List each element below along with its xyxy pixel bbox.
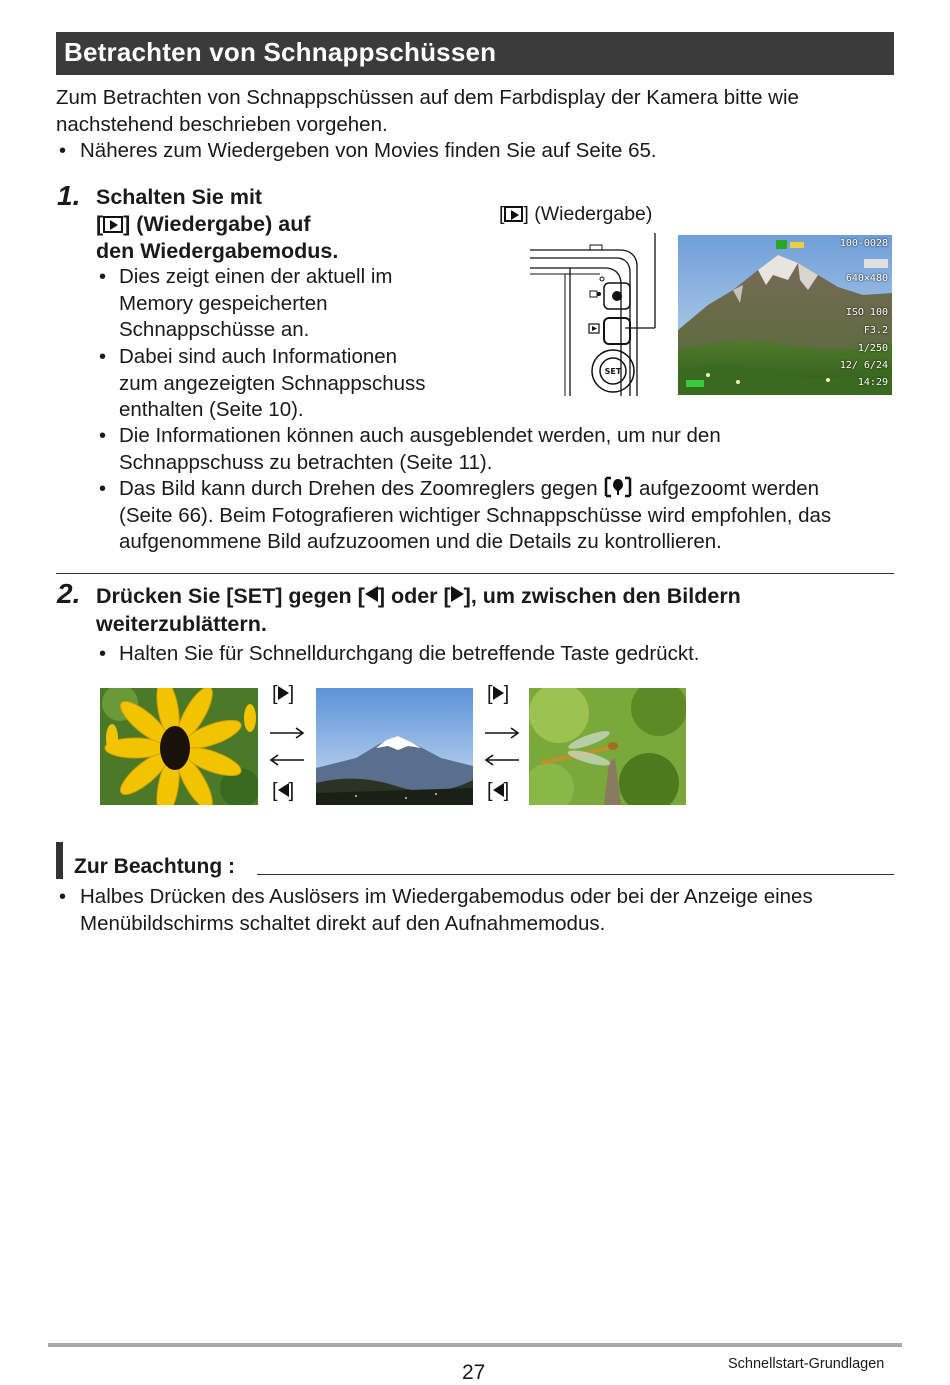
bullet-marker: • bbox=[99, 478, 107, 500]
next-button-label-1: [ ] bbox=[272, 683, 295, 705]
step-1-heading-line-3: den Wiedergabemodus. bbox=[96, 239, 339, 263]
next-button-label-2: [ ] bbox=[487, 683, 510, 705]
bullet-marker: • bbox=[59, 140, 67, 162]
zoom-tele-icon bbox=[603, 476, 633, 498]
figure-label-playback: [ ] (Wiedergabe) bbox=[499, 203, 653, 225]
step-2-heading-line-2: weiterzublättern. bbox=[96, 612, 267, 636]
arrow-left-icon bbox=[268, 750, 306, 770]
arrow-right-icon bbox=[268, 723, 306, 743]
step-1-bullet-4-line-2: (Seite 66). Beim Fotografieren wichtiger Schnappschüsse wird empfohlen, das bbox=[119, 504, 832, 527]
dragonfly-photo bbox=[529, 688, 686, 805]
step-1-bullet-4-line-3: aufgenommene Bild aufzuzoomen und die Details zu kontrollieren. bbox=[119, 530, 722, 553]
osd-iso: ISO 100 bbox=[845, 307, 888, 318]
step-1-bullet-1-line-1: Dies zeigt einen der aktuell im bbox=[119, 265, 393, 288]
camera-back-illustration bbox=[525, 228, 665, 398]
right-arrow-icon bbox=[278, 686, 289, 700]
step-1-bullet-3-line-2: Schnappschuss zu betrachten (Seite 11). bbox=[119, 451, 493, 474]
left-arrow-icon bbox=[493, 783, 504, 797]
prev-button-label-1: [ ] bbox=[272, 780, 295, 802]
bullet-marker: • bbox=[99, 266, 107, 288]
note-line-1: Halbes Drücken des Auslösers im Wiedergabemodus oder bei der Anzeige eines bbox=[80, 885, 813, 908]
step-1-bullet-2-line-3: enthalten (Seite 10). bbox=[119, 398, 304, 421]
step-1-heading-line-2: [ ] (Wiedergabe) auf bbox=[96, 212, 311, 236]
mount-fuji-photo bbox=[316, 688, 473, 805]
osd-date: 12/ 6/24 bbox=[839, 360, 888, 371]
sunflower-photo bbox=[100, 688, 258, 805]
play-icon bbox=[504, 206, 523, 222]
set-button-label: SET bbox=[604, 367, 622, 376]
right-arrow-icon bbox=[451, 586, 464, 602]
page-title: Betrachten von Schnappschüssen bbox=[64, 37, 497, 67]
left-arrow-icon bbox=[278, 783, 289, 797]
step-1-bullet-2-line-1: Dabei sind auch Informationen bbox=[119, 345, 398, 368]
left-arrow-icon bbox=[365, 586, 378, 602]
footer-rule bbox=[48, 1343, 902, 1347]
note-rule bbox=[257, 874, 894, 875]
note-accent-bar bbox=[56, 842, 63, 879]
step-2-bullet: Halten Sie für Schnelldurchgang die betreffende Taste gedrückt. bbox=[119, 642, 700, 665]
note-line-2: Menübildschirms schaltet direkt auf den Aufnahmemodus. bbox=[80, 912, 606, 935]
bullet-marker: • bbox=[99, 425, 107, 447]
section-divider bbox=[56, 573, 894, 574]
step-2-heading-line-1: Drücken Sie [SET] gegen [ ] oder [ ], um zwischen den Bildern bbox=[96, 584, 741, 608]
prev-button-label-2: [ ] bbox=[487, 780, 510, 802]
osd-aperture: F3.2 bbox=[863, 325, 888, 336]
arrow-right-icon bbox=[483, 723, 521, 743]
playback-screen-photo bbox=[678, 235, 892, 395]
bullet-marker: • bbox=[59, 886, 67, 908]
osd-shutter: 1/250 bbox=[857, 343, 888, 354]
section-name: Schnellstart-Grundlagen bbox=[728, 1356, 885, 1372]
bullet-marker: • bbox=[99, 346, 107, 368]
bullet-marker: • bbox=[99, 643, 107, 665]
right-arrow-icon bbox=[493, 686, 504, 700]
play-icon bbox=[103, 216, 123, 233]
osd-folder-number: 100-0028 bbox=[839, 238, 888, 249]
step-2-number: 2. bbox=[57, 578, 81, 609]
page-number: 27 bbox=[462, 1361, 486, 1384]
step-1-bullet-3-line-1: Die Informationen können auch ausgeblendet werden, um nur den bbox=[119, 424, 721, 447]
intro-bullet: Näheres zum Wiedergeben von Movies finden Sie auf Seite 65. bbox=[80, 139, 657, 162]
step-1-heading-line-1: Schalten Sie mit bbox=[96, 185, 263, 209]
step-1-bullet-1-line-2: Memory gespeicherten bbox=[119, 292, 328, 315]
intro-line-2: nachstehend beschrieben vorgehen. bbox=[56, 113, 388, 136]
note-title: Zur Beachtung : bbox=[74, 855, 235, 878]
osd-image-size: 640×480 bbox=[845, 273, 888, 284]
step-1-bullet-1-line-3: Schnappschüsse an. bbox=[119, 318, 310, 341]
step-1-bullet-4-line-1: Das Bild kann durch Drehen des Zoomreglers gegen aufgezoomt werden bbox=[119, 477, 820, 500]
step-1-bullet-2-line-2: zum angezeigten Schnappschuss bbox=[119, 372, 426, 395]
osd-time: 14:29 bbox=[857, 377, 888, 388]
arrow-left-icon bbox=[483, 750, 521, 770]
step-1-number: 1. bbox=[57, 180, 81, 211]
intro-line-1: Zum Betrachten von Schnappschüssen auf dem Farbdisplay der Kamera bitte wie bbox=[56, 86, 799, 109]
